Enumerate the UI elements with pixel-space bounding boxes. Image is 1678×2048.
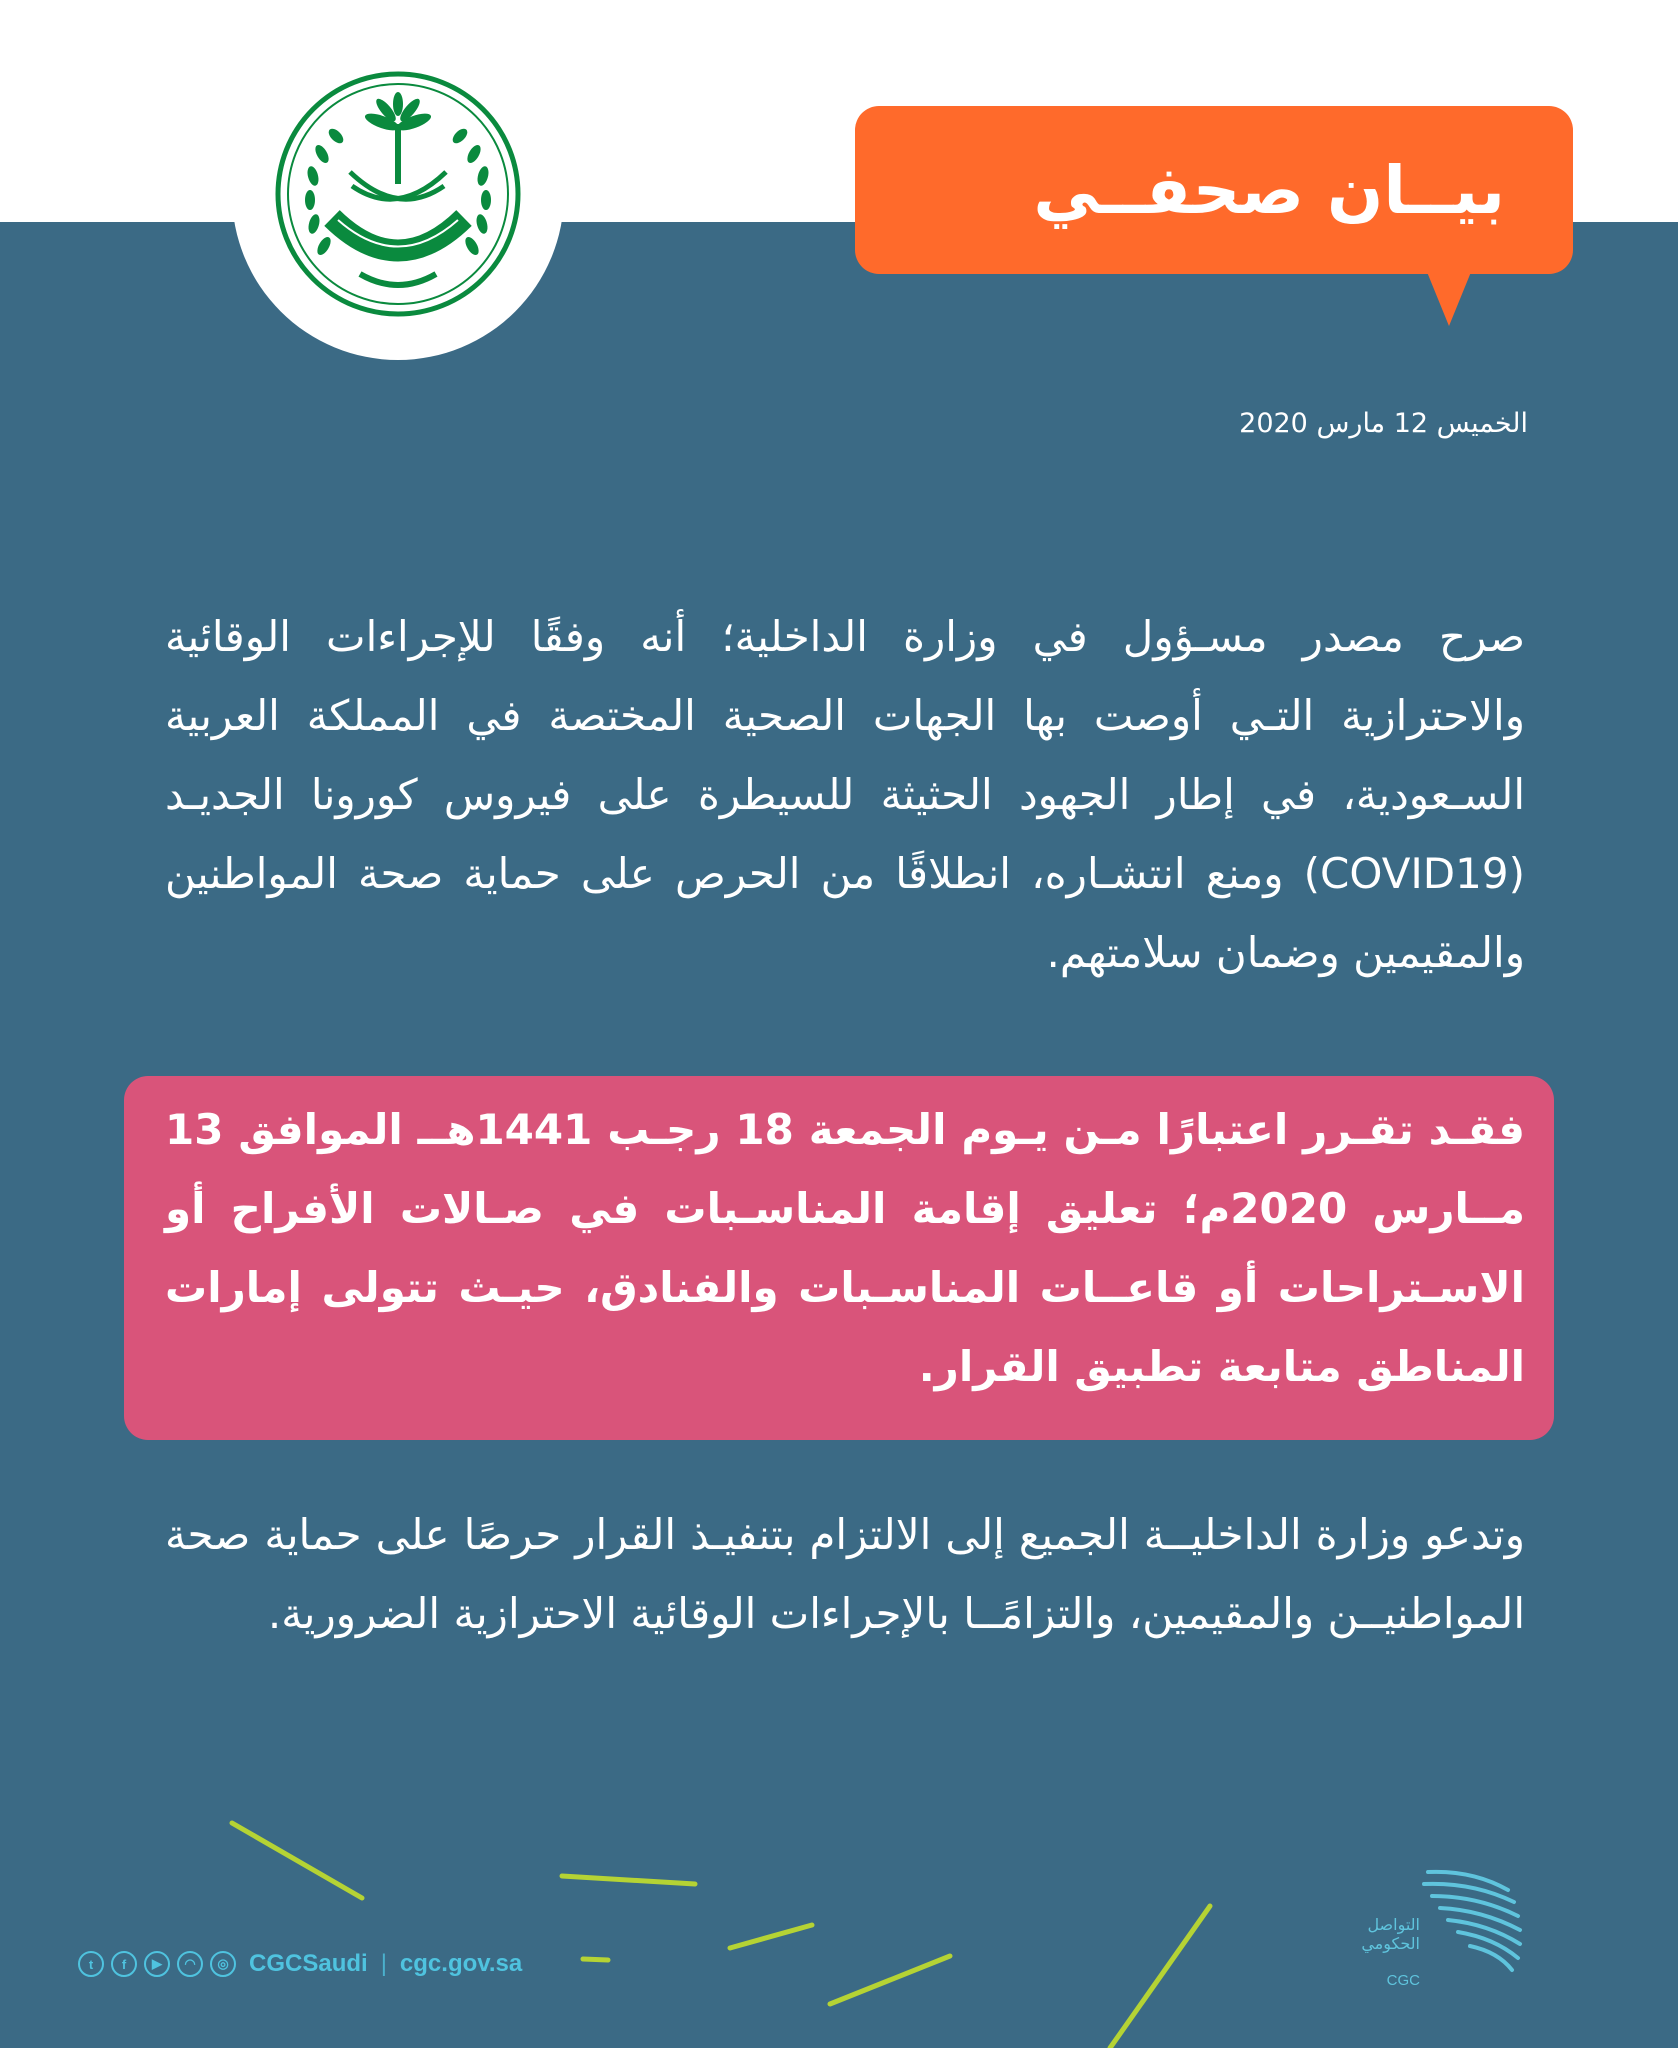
snapchat-icon[interactable]: ◠ [177,1951,203,1977]
paragraph-decision: فقـد تقـرر اعتبارًا مـن يـوم الجمعة 18 رجـب 1441هــ الموافق 13 مــارس 2020م؛ تعليق إقامة المناسـبات في صـالات الأفراح أو الاسـتراحات أو قاعــات المناسـبات والفنادق، حيـث تتولى إمارات المناطق متابعة تطبيق القرار. [165,1105,1525,1391]
decor-line-6 [1110,1906,1210,2048]
twitter-icon[interactable]: t [78,1951,104,1977]
youtube-icon[interactable]: ▶ [144,1951,170,1977]
social-handle[interactable]: CGCSaudi [249,1950,368,1977]
decor-line-2 [562,1876,695,1884]
paragraph-intro: صرح مصدر مسـؤول في وزارة الداخلية؛ أنه وفقًا للإجراءات الوقائية والاحترازية التـي أوصت بها الجهات الصحية المختصة في المملكة العربية السـعودية، في إطار الجهود الحثيثة للسيطرة على فيروس كورونا الجديـد (COVID19) ومنع انتشـاره، انطلاقًا من الحرص على حماية صحة المواطنين والمقيمين وضمان سلامتهم. [165,612,1525,977]
cgc-logo-arabic: التواصل الحكومي [1361,1915,1420,1953]
instagram-icon[interactable]: ◎ [210,1951,236,1977]
highlight-box [124,1076,1554,1440]
website-link[interactable]: cgc.gov.sa [399,1950,523,1977]
decor-line-5 [830,1956,950,2004]
paragraph-call-to-action: وتدعو وزارة الداخليــة الجميع إلى الالتزام بتنفيـذ القرار حرصًا على حماية صحة المواطنيــن والمقيمين، والتزامًــا بالإجراءات الوقائية الاحترازية الضرورية. [165,1510,1525,1638]
decor-line-1 [232,1823,362,1898]
footer-separator: | [380,1950,387,1977]
statement-date: الخميس 12 مارس 2020 [1239,408,1528,439]
facebook-icon[interactable]: f [111,1951,137,1977]
title-bubble [855,106,1573,274]
title-bubble-tail [1427,272,1471,326]
footer-social [78,1946,522,1982]
cgc-logo-english: CGC [1386,1972,1420,1989]
decor-line-3 [730,1925,812,1948]
emblem-circle [232,28,564,360]
decor-line-4 [583,1959,608,1960]
page-title: بيــان صحفــي [1033,151,1505,229]
ministry-emblem-icon [272,68,524,320]
